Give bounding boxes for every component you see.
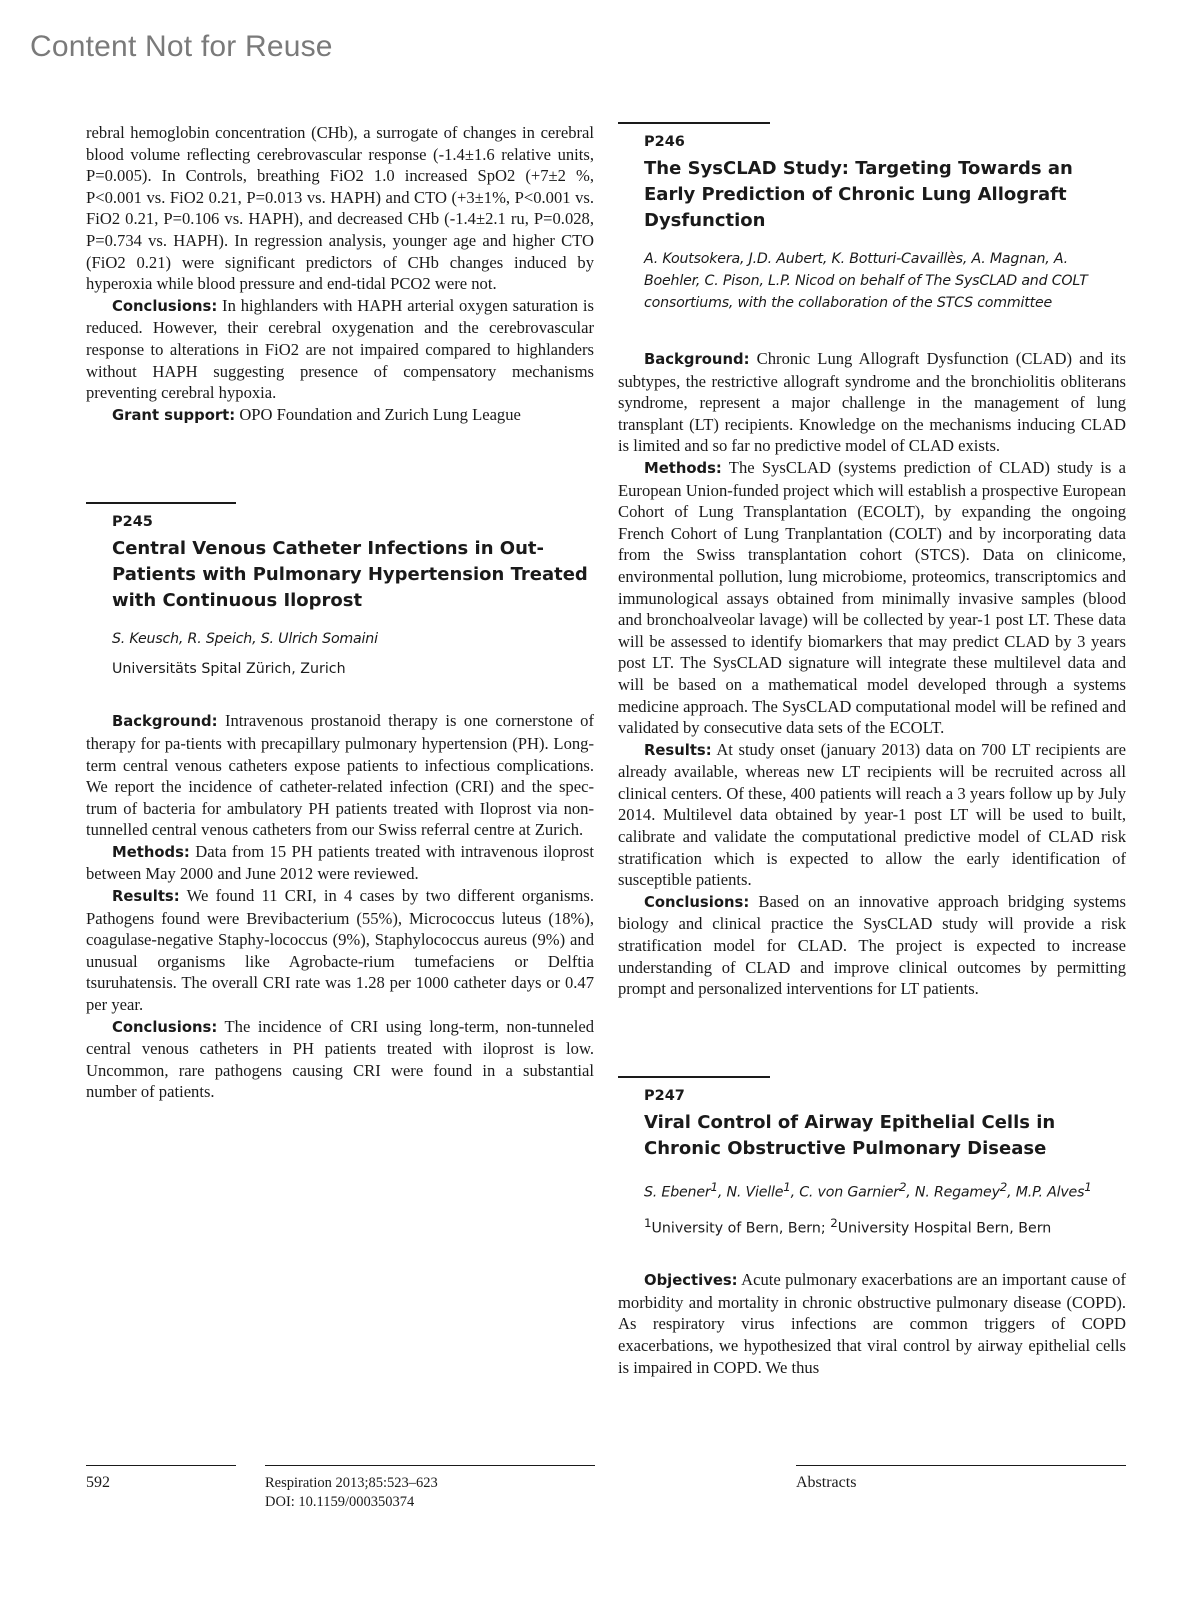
conclusions-label: Conclusions: — [644, 893, 750, 911]
author-separator: , — [790, 1184, 800, 1201]
footer-rule — [796, 1465, 1126, 1466]
footer-section-block — [796, 1465, 1126, 1492]
grant-text: OPO Foundation and Zurich Lung League — [235, 404, 521, 424]
section-name: Abstracts — [796, 1474, 857, 1491]
background-text: Intravenous prostanoid therapy is one cornerstone of therapy for pa-tients with precapillary pulmonary hypertension (PH). Long-term central venous catheters expose patients to infectious complications. We report the incidence of catheter-related infection (CRI) and the spec-trum of bacteria for ambulatory PH patients treated with Iloprost via non-tunnelled central venous catheters from our Swiss referral centre at Zurich. — [86, 711, 594, 840]
right-column — [618, 122, 1126, 1378]
author-name: S. Ebener — [644, 1184, 711, 1201]
p246-results — [618, 739, 1126, 891]
results-label: Results: — [112, 888, 180, 906]
results-text: We found 11 CRI, in 4 cases by two different organisms. Pathogens found were Brevibacterium (55%), Micrococcus luteus (18%), coagulase-negative Staphy-lococcus (9%), Staphylococcus aureus (9%) and unusual organisms like Agrobacte-rium tumefaciens or Delftia tsuruhatensis. The overall CRI rate was 1.28 per 1000 catheter days or 0.47 per year. — [86, 886, 594, 1015]
conclusions-label: Conclusions: — [112, 297, 218, 315]
abstract-authors: A. Koutsokera, J.D. Aubert, K. Botturi-Cavaillès, A. Magnan, A. Boehler, C. Pison, L.P. Nicod on behalf of The SysCLAD and COLT consortiums, with the collaboration of the STCS committee — [644, 251, 1088, 311]
footer-rule — [265, 1465, 595, 1466]
conclusions-text: In highlanders with HAPH arterial oxygen saturation is reduced. However, their cerebral oxygenation and the cerebrovascular response to alterations in FiO2 are not impaired compared to highlanders without HAPH suggesting presence of compensatory mechanisms preventing cerebral hypoxia. — [86, 295, 594, 403]
results-label: Results: — [644, 741, 712, 759]
objectives-text: Acute pulmonary exacerbations are an important cause of morbidity and mortality in chronic obstructive pulmonary disease (COPD). As respiratory virus infections are common triggers of COPD exacerbations, we hypothesized that viral control by airway epithelial cells is impaired in COPD. We thus — [618, 1270, 1126, 1377]
affil-text: University of Bern, Bern; — [651, 1220, 831, 1237]
methods-text: Data from 15 PH patients treated with intravenous iloprost between May 2000 and June 2012 were reviewed. — [86, 841, 594, 884]
p244-grant-support — [86, 404, 594, 427]
author-name: C. von Garnier — [799, 1184, 899, 1201]
background-text: Chronic Lung Allograft Dysfunction (CLAD) and its subtypes, the restrictive allograft syndrome and the bronchiolitis obliterans syndrome, represent a major challenge in the management of lung transplant (LT) recipients. Knowledge on the mechanisms inducing CLAD is limited and so far no predictive model of CLAD exists. — [618, 349, 1126, 456]
abstract-affiliation: Universitäts Spital Zürich, Zurich — [112, 661, 346, 678]
author-affil-mark: 2 — [898, 1179, 907, 1194]
p244-conclusions — [86, 295, 594, 404]
author-separator: , — [906, 1184, 915, 1201]
background-label: Background: — [112, 713, 218, 731]
abstract-authors: S. Keusch, R. Speich, S. Ulrich Somaini — [112, 631, 378, 648]
background-label: Background: — [644, 351, 750, 368]
author-affil-mark: 1 — [783, 1179, 791, 1194]
author-separator: , — [1007, 1184, 1016, 1201]
footer-page-block — [86, 1465, 236, 1492]
author-separator: , — [717, 1184, 727, 1201]
author-name: N. Regamey — [914, 1184, 1000, 1201]
author-name: M.P. Alves — [1015, 1184, 1085, 1201]
p245-background — [86, 710, 594, 841]
affil-mark: 1 — [644, 1215, 652, 1230]
abstract-p247 — [618, 1076, 1126, 1378]
abstract-affiliation — [644, 1212, 1126, 1240]
abstract-id: P246 — [644, 134, 685, 150]
doi: DOI: 10.1159/000350374 — [265, 1494, 415, 1510]
affil-mark: 2 — [830, 1215, 838, 1230]
section-rule — [86, 502, 236, 504]
objectives-label: Objectives: — [644, 1272, 738, 1290]
author-name: N. Vielle — [726, 1184, 784, 1201]
author-affil-mark: 1 — [1084, 1179, 1092, 1194]
journal-citation: Respiration 2013;85:523–623 — [265, 1475, 438, 1491]
grant-label: Grant support: — [112, 406, 236, 424]
abstract-p245 — [86, 502, 594, 1103]
section-rule — [618, 1076, 770, 1078]
page-number: 592 — [86, 1474, 110, 1491]
abstract-title: Central Venous Catheter Infections in Out-Patients with Pulmonary Hypertension Treated with Continuous Iloprost — [112, 538, 588, 612]
author-affil-mark: 1 — [710, 1179, 718, 1194]
footer-citation-block — [265, 1465, 595, 1512]
p245-results — [86, 885, 594, 1016]
p246-background — [618, 348, 1126, 457]
abstract-p246 — [618, 122, 1126, 1000]
p245-conclusions — [86, 1016, 594, 1103]
p246-methods — [618, 457, 1126, 739]
p247-objectives — [618, 1269, 1126, 1378]
author-affil-mark: 2 — [999, 1179, 1008, 1194]
methods-label: Methods: — [112, 843, 190, 861]
abstract-authors — [644, 1176, 1126, 1204]
conclusions-label: Conclusions: — [112, 1018, 218, 1036]
p244-continuation: rebral hemoglobin concentration (CHb), a surrogate of changes in cerebral blood volume reflecting cerebrovascular response (-1.4±1.6 relative units, P=0.005). In Controls, breathing FiO2 1.0 increased SpO2 (+7±2 %, P<0.001 vs. FiO2 0.21, P=0.013 vs. HAPH) and CTO (+3±1%, P<0.001 vs. FiO2 0.21, P=0.106 vs. HAPH), and decreased CHb (-1.4±2.1 ru, P=0.028, P=0.734 vs. HAPH). In regression analysis, younger age and higher CTO (FiO2 0.21) were significant predictors of CHb changes induced by hyperoxia while blood pressure and end-tidal PCO2 were not. — [86, 123, 594, 294]
p246-conclusions — [618, 891, 1126, 1000]
abstract-title: The SysCLAD Study: Targeting Towards an Early Prediction of Chronic Lung Allograft Dysfunction — [644, 158, 1073, 231]
methods-text: The SysCLAD (systems prediction of CLAD) study is a European Union-funded project which will establish a prospective European Cohort of Lung Transplantation (ECOLT), by expanding the ongoing French Cohort of Lung Tranplantation (COLT) and by incorporating data from the Swiss transplantation cohort (STCS). Data on clinicome, environmental pollution, lung microbiome, proteomics, transcriptomics and immunological assays obtained from minimally invasive samples (blood and bronchoalveolar lavage) will be collected by year-1 post LT. These data will be assessed to identify biomarkers that may predict CLAD by 3 years post LT. The SysCLAD signature will integrate these multilevel data and will be based on a mathematical model developed through a systems medicine approach. The SysCLAD computational model will be refined and validated by consecutive data sets of the ECOLT. — [618, 457, 1126, 738]
affil-text: University Hospital Bern, Bern — [837, 1220, 1052, 1237]
abstract-id: P247 — [644, 1087, 685, 1104]
results-text: At study onset (january 2013) data on 700 LT recipients are already available, whereas new LT recipients will be recruited across all clinical centers. Of these, 400 patients will reach a 3 years follow up by July 2014. Multilevel data obtained by year-1 post LT will be used to built, calibrate and validate the computational predictive model of CLAD risk stratification which is expected to allow the early identification of susceptible patients. — [618, 739, 1126, 890]
watermark: Content Not for Reuse — [30, 30, 333, 63]
conclusions-text: The incidence of CRI using long-term, non-tunneled central venous catheters in PH patients treated with iloprost is low. Uncommon, rare pathogens causing CRI were found in a substantial number of patients. — [86, 1016, 594, 1102]
footer-rule — [86, 1465, 236, 1466]
methods-label: Methods: — [644, 459, 722, 477]
section-rule — [618, 122, 770, 124]
abstract-title: Viral Control of Airway Epithelial Cells in Chronic Obstructive Pulmonary Disease — [644, 1111, 1056, 1159]
p245-methods — [86, 841, 594, 885]
conclusions-text: Based on an innovative approach bridging systems biology and clinical practice the SysCLAD study will provide a risk stratification model for CLAD. The project is expected to increase understanding of CLAD and improve clinical outcomes by permitting prompt and personalized interventions for LT patients. — [618, 891, 1126, 999]
left-column — [86, 122, 594, 1103]
abstract-id: P245 — [112, 514, 153, 531]
